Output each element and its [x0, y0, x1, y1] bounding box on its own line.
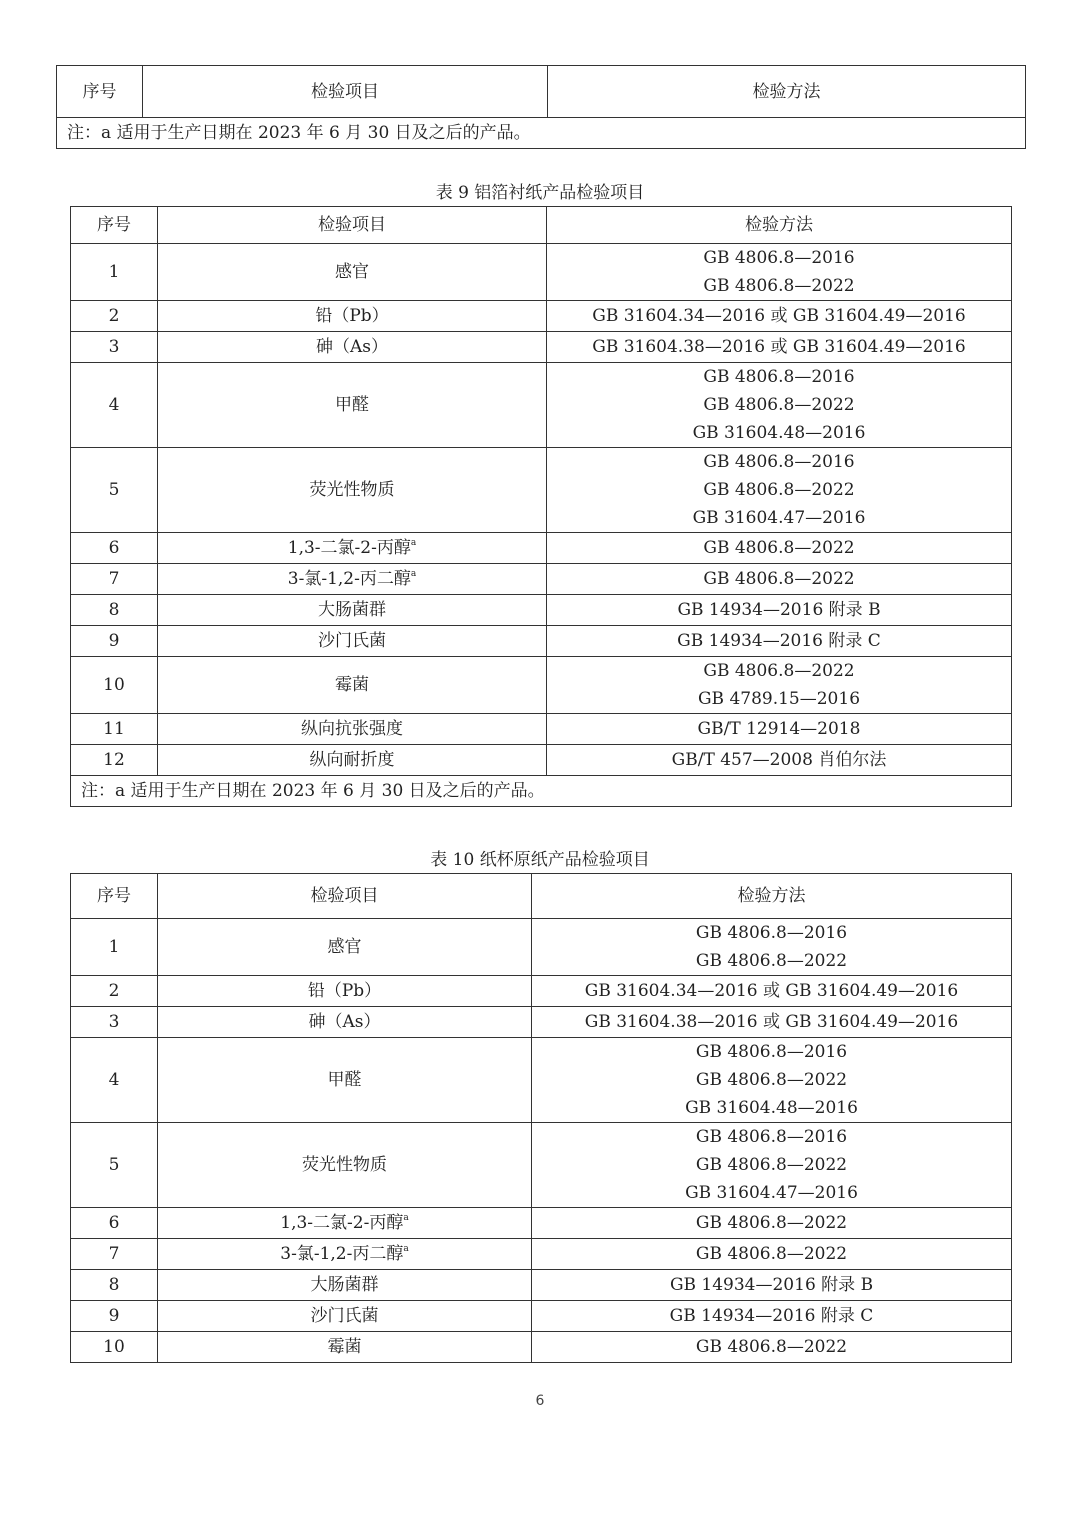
method-line: GB 4806.8—2022	[703, 395, 855, 415]
row-methods	[547, 533, 1012, 564]
row-methods	[547, 595, 1012, 626]
row-item	[158, 976, 532, 1007]
table-top-continuation	[56, 65, 1026, 149]
item-name: 砷（As）	[308, 1012, 381, 1032]
method-line: GB 31604.34—2016 或 GB 31604.49—2016	[592, 306, 966, 326]
method-line: GB 14934—2016 附录 B	[669, 1275, 874, 1295]
method-line: GB 4806.8—2022	[695, 1155, 848, 1175]
method-line: GB 4806.8—2022	[695, 951, 848, 971]
row-methods	[547, 714, 1012, 745]
table-row	[71, 745, 1012, 776]
item-name: 大肠菌群	[310, 1275, 379, 1295]
method-line: GB 4806.8—2022	[695, 1244, 848, 1264]
row-number: 11	[71, 714, 158, 745]
row-number: 2	[71, 301, 158, 332]
row-item	[158, 332, 547, 363]
row-methods	[532, 1270, 1012, 1301]
item-name: 铅（Pb）	[315, 306, 389, 326]
table-row	[71, 714, 1012, 745]
method-line: GB/T 12914—2018	[697, 719, 861, 739]
method-line: GB 4806.8—2016	[703, 248, 855, 268]
header-no: 序号	[71, 207, 158, 244]
table10-caption: 表 10 纸杯原纸产品检验项目	[430, 850, 650, 870]
row-number: 7	[71, 1239, 158, 1270]
row-item	[158, 1270, 532, 1301]
method-line: GB 4806.8—2022	[703, 569, 855, 589]
method-line: GB 31604.48—2016	[692, 423, 866, 443]
row-item	[158, 244, 547, 301]
header-no: 序号	[71, 874, 158, 919]
row-item	[158, 1301, 532, 1332]
item-name: 3-氯-1,2-丙二醇	[280, 1244, 404, 1264]
table9	[70, 206, 1012, 807]
row-number: 8	[71, 1270, 158, 1301]
row-methods	[547, 363, 1012, 448]
method-line: GB 4806.8—2016	[703, 452, 855, 472]
item-name: 纵向抗张强度	[301, 719, 403, 739]
method-line: GB 14934—2016 附录 C	[677, 631, 881, 651]
row-number: 8	[71, 595, 158, 626]
table-row	[71, 301, 1012, 332]
header-item: 检验项目	[143, 66, 548, 118]
method-line: GB 4806.8—2016	[695, 1127, 848, 1147]
item-name: 霉菌	[327, 1337, 362, 1357]
row-item	[158, 533, 547, 564]
method-line: GB 4806.8—2022	[703, 276, 855, 296]
row-methods	[532, 1332, 1012, 1363]
item-name: 荧光性物质	[309, 480, 395, 500]
row-methods	[532, 1038, 1012, 1123]
row-number: 3	[71, 1007, 158, 1038]
table-note: 注：a 适用于生产日期在 2023 年 6 月 30 日及之后的产品。	[71, 776, 1012, 807]
item-name: 感官	[327, 937, 362, 957]
method-line: GB 4806.8—2022	[695, 1213, 848, 1233]
row-item	[158, 564, 547, 595]
method-line: GB 31604.38—2016 或 GB 31604.49—2016	[592, 337, 966, 357]
row-item	[158, 363, 547, 448]
item-name: 纵向耐折度	[309, 750, 395, 770]
row-methods	[532, 1239, 1012, 1270]
row-methods	[547, 448, 1012, 533]
row-methods	[547, 332, 1012, 363]
table-row	[71, 1123, 1012, 1208]
row-item	[158, 1208, 532, 1239]
item-name: 甲醛	[335, 395, 369, 415]
row-methods	[532, 1301, 1012, 1332]
row-item	[158, 1332, 532, 1363]
table-row	[71, 564, 1012, 595]
method-line: GB 4806.8—2016	[695, 923, 848, 943]
header-item: 检验项目	[158, 207, 547, 244]
item-name: 铅（Pb）	[307, 981, 382, 1001]
row-number: 4	[71, 1038, 158, 1123]
row-methods	[532, 1208, 1012, 1239]
method-line: GB/T 457—2008 肖伯尔法	[671, 750, 887, 770]
table-row	[71, 1038, 1012, 1123]
table-row	[71, 533, 1012, 564]
row-number: 10	[71, 1332, 158, 1363]
table-row	[71, 363, 1012, 448]
method-line: GB 4806.8—2016	[703, 367, 855, 387]
table10	[70, 873, 1012, 1363]
row-methods	[532, 919, 1012, 976]
table-row	[71, 1208, 1012, 1239]
method-line: GB 4806.8—2022	[703, 538, 855, 558]
item-name: 霉菌	[335, 675, 369, 695]
method-line: GB 4806.8—2016	[695, 1042, 848, 1062]
item-name: 沙门氏菌	[318, 631, 386, 651]
footnote-marker: a	[410, 538, 417, 548]
footnote-marker: a	[403, 1244, 409, 1254]
table-row	[71, 657, 1012, 714]
item-name: 甲醛	[327, 1070, 362, 1090]
row-item	[158, 595, 547, 626]
row-item	[158, 1038, 532, 1123]
table-row	[71, 626, 1012, 657]
method-line: GB 31604.47—2016	[685, 1183, 858, 1203]
method-line: GB 31604.38—2016 或 GB 31604.49—2016	[584, 1012, 959, 1032]
footnote-marker: a	[410, 569, 417, 579]
table-row	[71, 919, 1012, 976]
row-methods	[547, 745, 1012, 776]
row-number: 1	[71, 919, 158, 976]
table-note: 注：a 适用于生产日期在 2023 年 6 月 30 日及之后的产品。	[57, 118, 1026, 149]
method-line: GB 14934—2016 附录 B	[677, 600, 881, 620]
row-item	[158, 745, 547, 776]
header-no: 序号	[57, 66, 143, 118]
header-method: 检验方法	[532, 874, 1012, 919]
table-row	[71, 1007, 1012, 1038]
row-methods	[547, 626, 1012, 657]
item-name: 荧光性物质	[302, 1155, 387, 1175]
row-item	[158, 714, 547, 745]
row-number: 6	[71, 533, 158, 564]
method-line: GB 4806.8—2022	[695, 1070, 848, 1090]
row-number: 6	[71, 1208, 158, 1239]
table-row	[71, 976, 1012, 1007]
method-line: GB 4806.8—2022	[703, 480, 855, 500]
row-item	[158, 1239, 532, 1270]
row-number: 4	[71, 363, 158, 448]
table-row	[71, 1301, 1012, 1332]
row-methods	[532, 1007, 1012, 1038]
row-number: 12	[71, 745, 158, 776]
row-number: 10	[71, 657, 158, 714]
table-row	[71, 244, 1012, 301]
row-number: 2	[71, 976, 158, 1007]
row-item	[158, 301, 547, 332]
item-name: 大肠菌群	[318, 600, 386, 620]
item-name: 1,3-二氯-2-丙醇	[287, 538, 411, 558]
table-row	[71, 1332, 1012, 1363]
row-item	[158, 1007, 532, 1038]
row-methods	[547, 564, 1012, 595]
table-row	[71, 1239, 1012, 1270]
row-number: 3	[71, 332, 158, 363]
header-method: 检验方法	[547, 207, 1012, 244]
row-item	[158, 626, 547, 657]
method-line: GB 31604.48—2016	[685, 1098, 858, 1118]
row-methods	[547, 244, 1012, 301]
table-row	[71, 448, 1012, 533]
item-name: 1,3-二氯-2-丙醇	[280, 1213, 404, 1233]
method-line: GB 31604.47—2016	[692, 508, 866, 528]
table-row	[71, 1270, 1012, 1301]
method-line: GB 4789.15—2016	[697, 689, 861, 709]
row-number: 5	[71, 448, 158, 533]
row-methods	[532, 1123, 1012, 1208]
page-number: 6	[535, 1393, 545, 1409]
row-item	[158, 919, 532, 976]
row-number: 7	[71, 564, 158, 595]
row-number: 9	[71, 626, 158, 657]
row-item	[158, 657, 547, 714]
header-method: 检验方法	[548, 66, 1026, 118]
row-item	[158, 448, 547, 533]
item-name: 3-氯-1,2-丙二醇	[287, 569, 411, 589]
row-number: 5	[71, 1123, 158, 1208]
method-line: GB 14934—2016 附录 C	[669, 1306, 874, 1326]
header-item: 检验项目	[158, 874, 532, 919]
item-name: 砷（As）	[315, 337, 388, 357]
method-line: GB 31604.34—2016 或 GB 31604.49—2016	[584, 981, 959, 1001]
row-item	[158, 1123, 532, 1208]
row-methods	[547, 301, 1012, 332]
table-row	[71, 595, 1012, 626]
row-methods	[547, 657, 1012, 714]
row-number: 1	[71, 244, 158, 301]
item-name: 感官	[335, 262, 369, 282]
footnote-marker: a	[403, 1213, 409, 1223]
table-row	[71, 332, 1012, 363]
item-name: 沙门氏菌	[310, 1306, 379, 1326]
method-line: GB 4806.8—2022	[703, 661, 855, 681]
row-methods	[532, 976, 1012, 1007]
table9-caption: 表 9 铝箔衬纸产品检验项目	[435, 183, 645, 203]
row-number: 9	[71, 1301, 158, 1332]
method-line: GB 4806.8—2022	[695, 1337, 848, 1357]
